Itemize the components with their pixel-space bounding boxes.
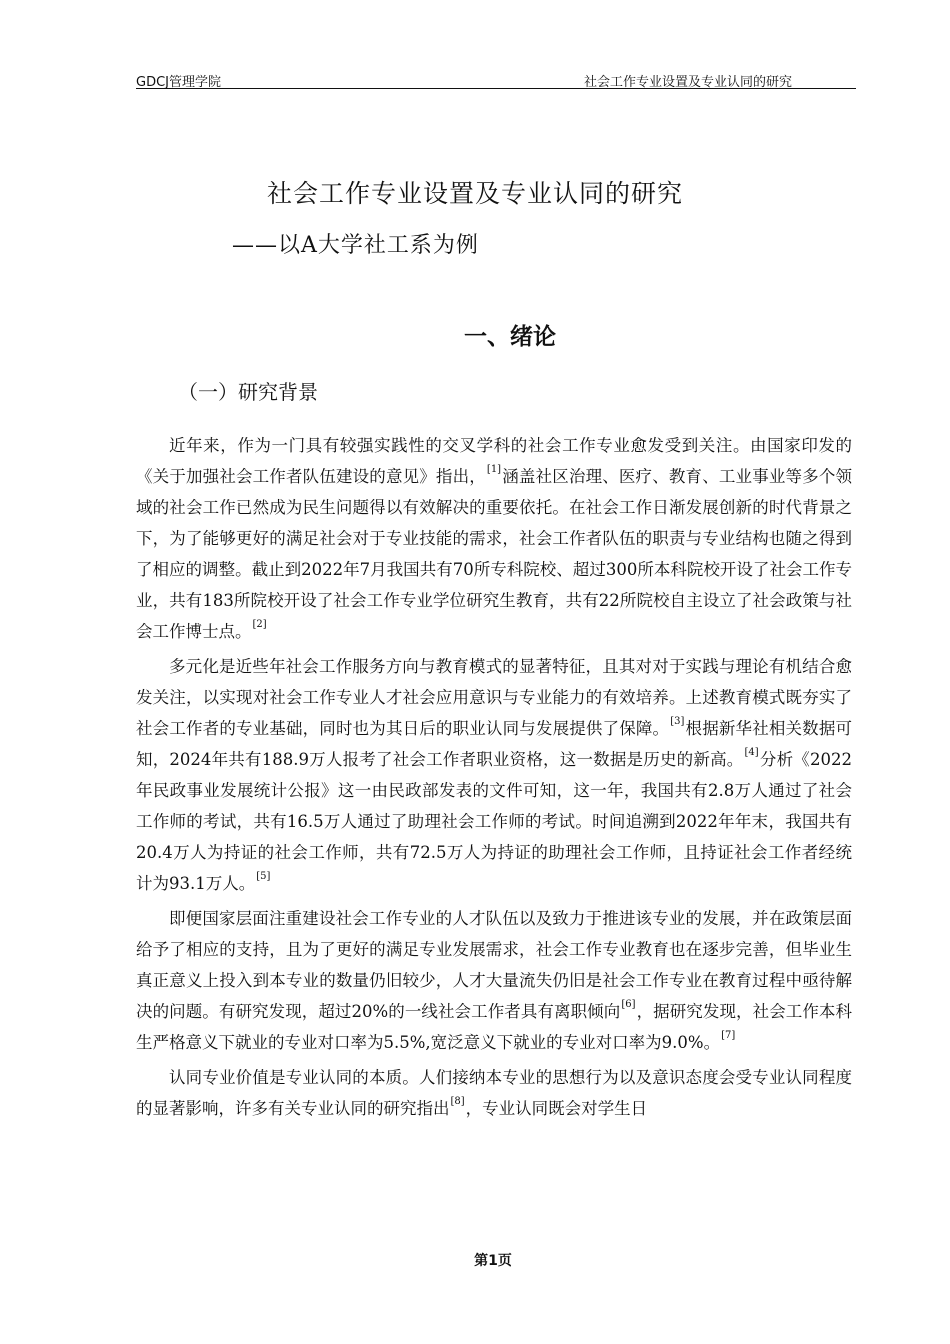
citation-ref[interactable]: [8] — [450, 1096, 465, 1107]
citation-ref[interactable]: [3] — [670, 716, 685, 727]
text-run: 多元化是近些年社会工作服务方向与教育模式的显著特征，且其对对于实践与理论有机结合愈发关注，以实现对社会工作专业人才社会应用意识与专业能力的有效培养。上述教育模式既夯实了社会工作者的专业基础，同时也为其日后的职业认同与发展提供了保障。 — [136, 657, 852, 738]
paragraph-2 — [136, 651, 852, 899]
section-heading: 一、绪论 — [464, 324, 556, 350]
paper-subtitle: ——以A大学社工系为例 — [232, 233, 479, 258]
citation-ref[interactable]: [5] — [256, 871, 271, 882]
header-school: GDCJ管理学院 — [136, 75, 221, 90]
text-run: ，专业认同既会对学生日 — [465, 1099, 648, 1118]
text-run: 分析《2022年民政事业发展统计公报》这一由民政部发表的文件可知，这一年，我国共有2.8万人通过了社会工作师的考试，共有16.5万人通过了助理社会工作师的考试。时间追溯到2022年年末，我国共有20.4万人为持证的社会工作师，共有72.5万人为持证的助理社会工作师，且持证社会工作者经统计为93.1万人。 — [136, 750, 852, 893]
body-text — [136, 430, 852, 1128]
text-run: 即便国家层面注重建设社会工作专业的人才队伍以及致力于推进该专业的发展，并在政策层面给予了相应的支持，且为了更好的满足专业发展需求，社会工作专业教育也在逐步完善，但毕业生真正意义上投入到本专业的数量仍旧较少，人才大量流失仍旧是社会工作专业在教育过程中亟待解决的问题。有研究发现，超过20%的一线社会工作者具有离职倾向 — [136, 909, 852, 1021]
text-run: 近年来，作为一门具有较强实践性的交叉学科的社会工作专业愈发受到关注。由国家印发的《关于加强社会工作者队伍建设的意见》指出， — [136, 436, 852, 486]
paper-title: 社会工作专业设置及专业认同的研究 — [266, 179, 683, 208]
citation-ref[interactable]: [7] — [721, 1030, 736, 1041]
citation-ref[interactable]: [4] — [744, 747, 759, 758]
citation-ref[interactable]: [2] — [252, 619, 267, 630]
header-running-title: 社会工作专业设置及专业认同的研究 — [583, 75, 792, 90]
paragraph-3 — [136, 903, 852, 1058]
citation-ref[interactable]: [6] — [621, 999, 636, 1010]
paragraph-4 — [136, 1062, 852, 1124]
text-run: 根据新华社相关数据可知，2024年共有188.9万人报考了社会工作者职业资格，这一数据是历史的新高。 — [136, 719, 853, 769]
page-header — [136, 70, 856, 89]
page-number: 第1页 — [474, 1253, 512, 1269]
paragraph-1 — [136, 430, 852, 647]
subsection-heading: （一）研究背景 — [178, 380, 318, 404]
text-run: ，据研究发现，社会工作本科生严格意义下就业的专业对口率为5.5%,宽泛意义下就业的专业对口率为9.0%。 — [136, 1002, 852, 1052]
text-run: 涵盖社区治理、医疗、教育、工业事业等多个领域的社会工作已然成为民生问题得以有效解决的重要依托。在社会工作日渐发展创新的时代背景之下，为了能够更好的满足社会对于专业技能的需求，社会工作者队伍的职责与专业结构也随之得到了相应的调整。截止到2022年7月我国共有70所专科院校、超过300所本科院校开设了社会工作专业，共有183所院校开设了社会工作专业学位研究生教育，共有22所院校自主设立了社会政策与社会工作博士点。 — [136, 467, 853, 641]
text-run: 认同专业价值是专业认同的本质。人们接纳本专业的思想行为以及意识态度会受专业认同程度的显著影响，许多有关专业认同的研究指出 — [136, 1068, 852, 1118]
citation-ref[interactable]: [1] — [486, 464, 502, 475]
